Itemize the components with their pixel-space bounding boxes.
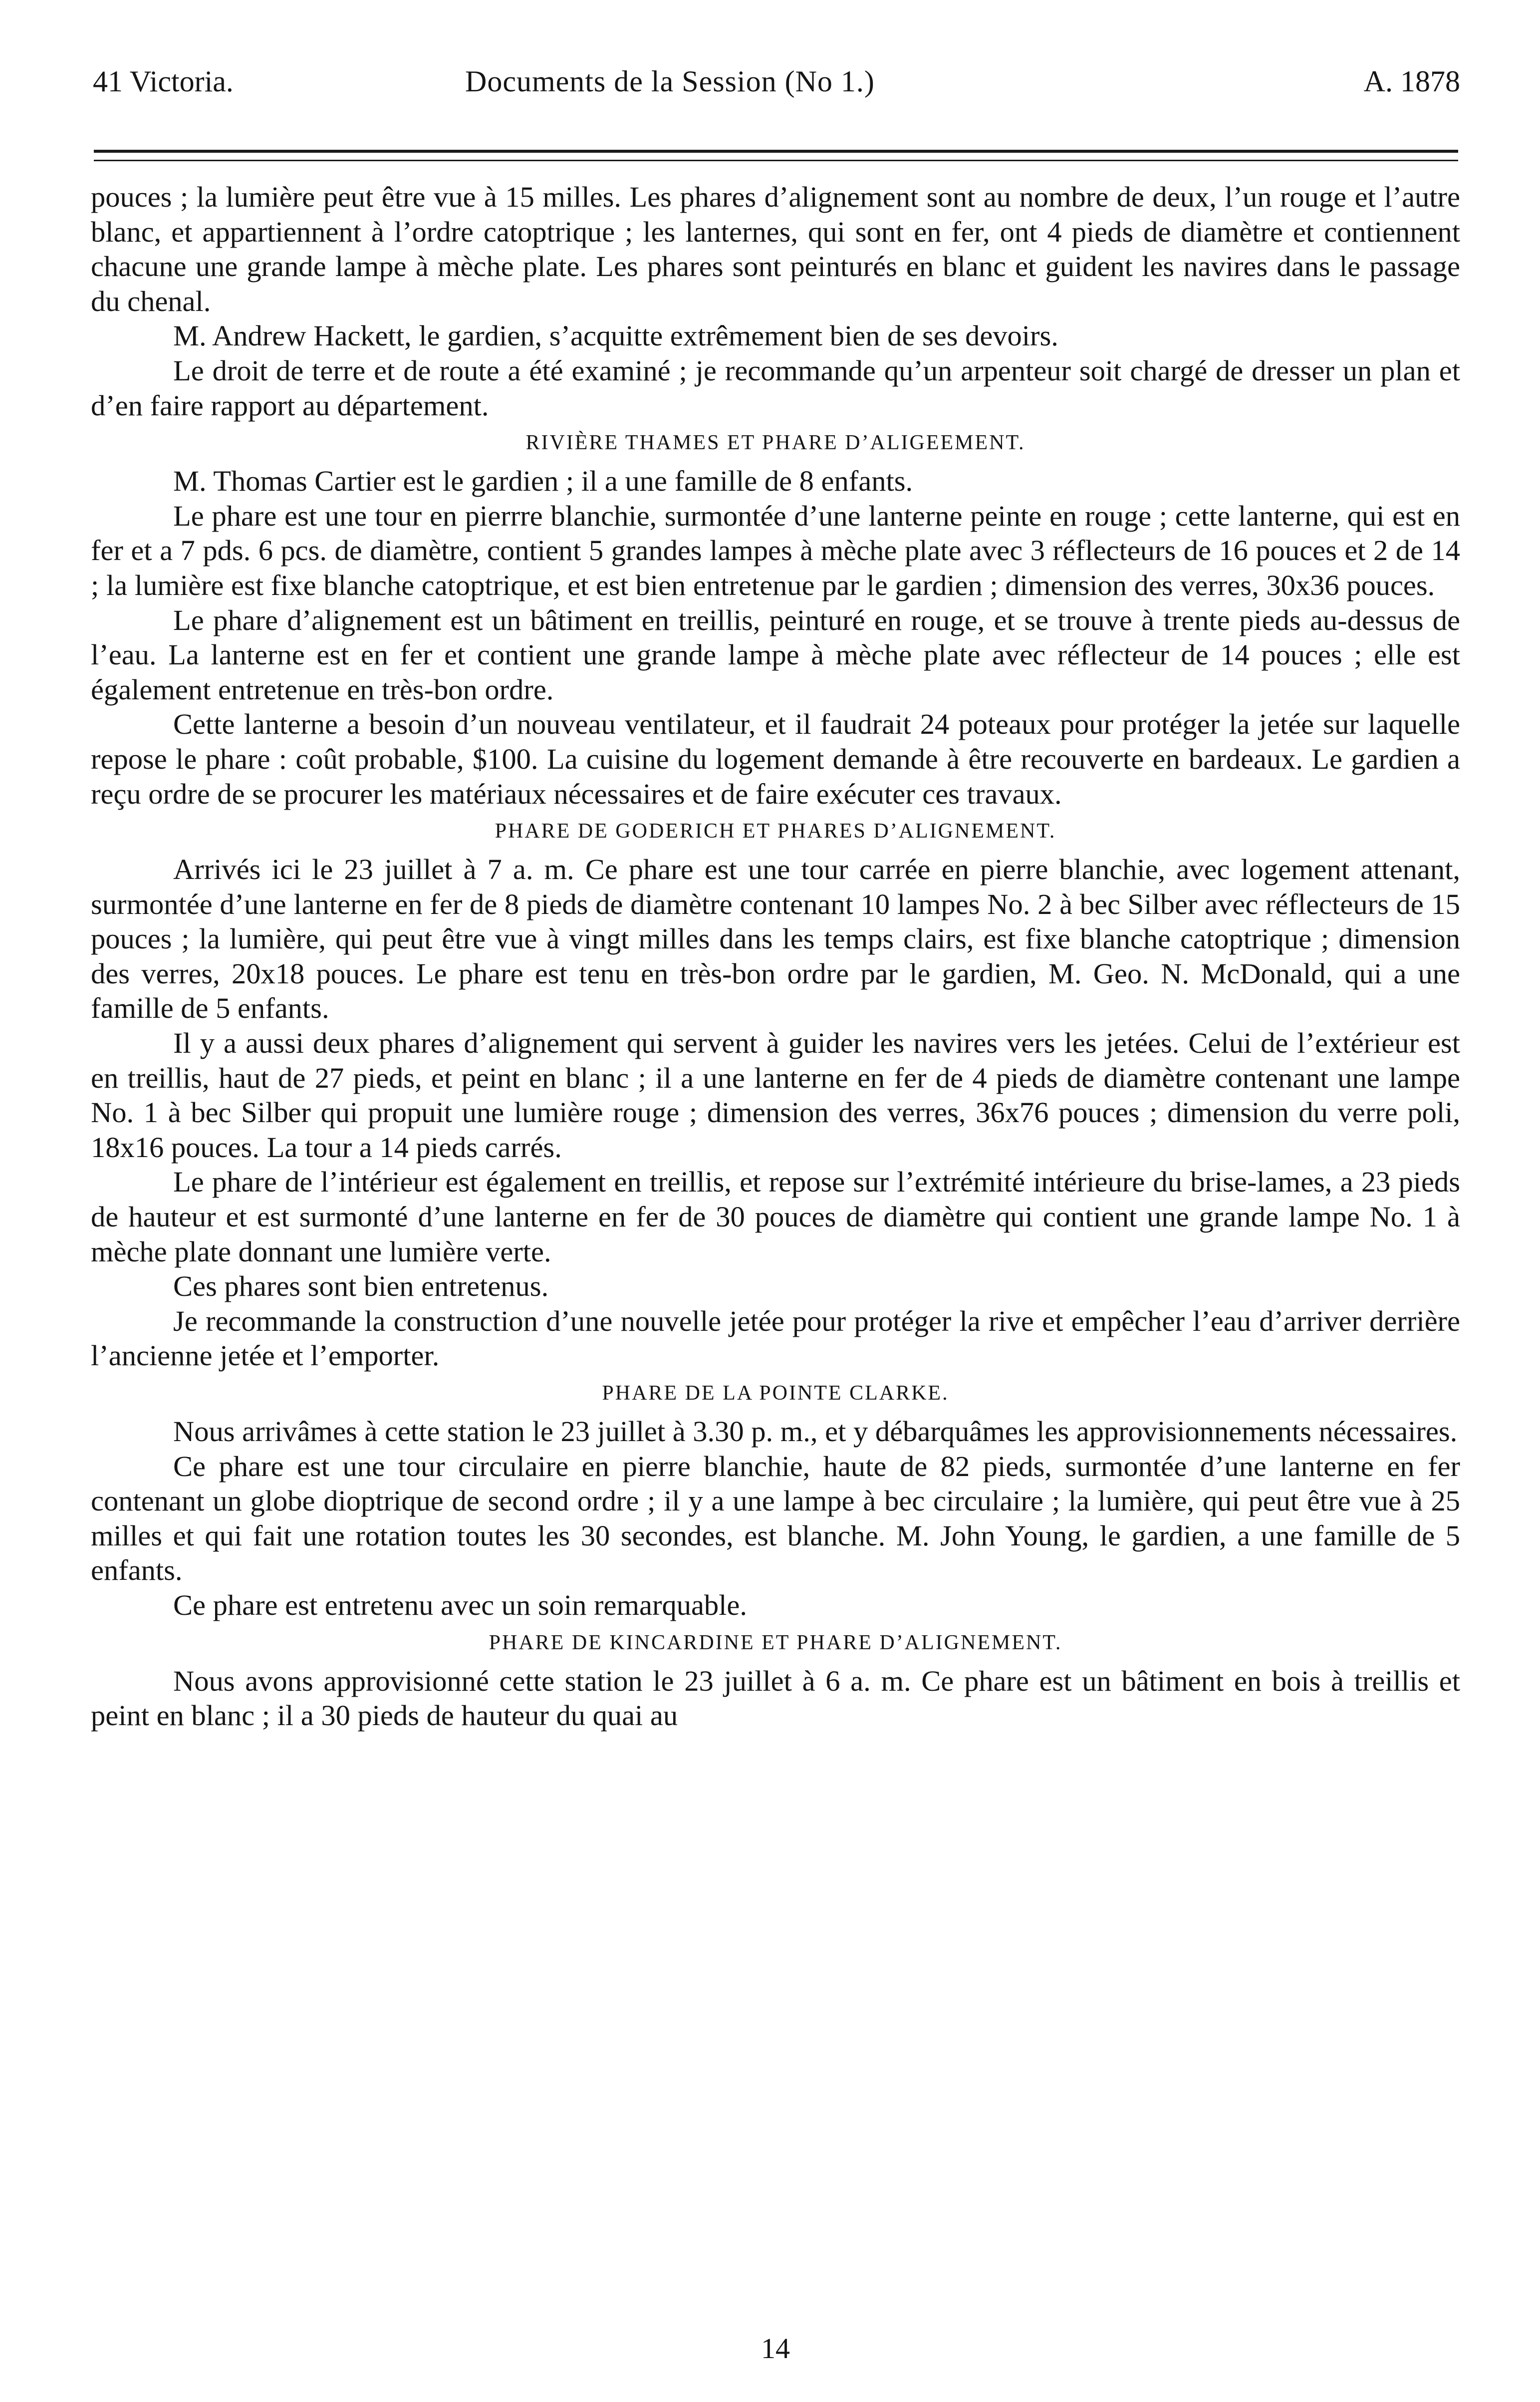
paragraph: Nous avons approvisionné cette station le 23 juillet à 6 a. m. Ce phare est un bâtiment en bois à treillis et peint en blanc ; il a 30 pieds de hauteur du quai au: [91, 1664, 1460, 1732]
header-year: A. 1878: [1363, 65, 1460, 98]
document-body: [91, 180, 1460, 1733]
paragraph: Le droit de terre et de route a été examiné ; je recommande qu’un arpenteur soit chargé de dresser un plan et d’en faire rapport au département.: [91, 354, 1460, 422]
section-heading-thames: RIVIÈRE THAMES ET PHARE D’ALIGEEMENT.: [525, 431, 1026, 455]
paragraph: Il y a aussi deux phares d’alignement qui servent à guider les navires vers les jetées. Celui de l’extérieur est en treillis, haut de 27 pieds, et peint en blanc ; il a une lanterne en fer de 4 pieds de diamètre contenant une lampe No. 1 à bec Silber qui propuit une lumière rouge ; dimension des verres, 36x76 pouces ; dimension du verre poli, 18x16 pouces. La tour a 14 pieds carrés.: [91, 1027, 1460, 1164]
paragraph: Le phare est une tour en pierrre blanchie, surmontée d’une lanterne peinte en rouge ; cette lanterne, qui est en fer et a 7 pds. 6 pcs. de diamètre, contient 5 grandes lampes à mèche plate avec 3 réflecteurs de 16 pouces et 2 de 14 ; la lumière est fixe blanche catoptrique, et est bien entretenue par le gardien ; dimension des verres, 30x36 pouces.: [91, 499, 1460, 601]
paragraph: Ce phare est entretenu avec un soin remarquable.: [173, 1588, 748, 1621]
paragraph: Le phare d’alignement est un bâtiment en treillis, peinturé en rouge, et se trouve à trente pieds au-dessus de l’eau. La lanterne est en fer et contient une grande lampe à mèche plate avec réflecteur de 14 pouces ; elle est également entretenue en très-bon ordre.: [91, 603, 1460, 706]
paragraph: Je recommande la construction d’une nouvelle jetée pour protéger la rive et empêcher l’eau d’arriver derrière l’ancienne jetée et l’emporter.: [91, 1304, 1460, 1372]
document-page: [91, 0, 1460, 2402]
paragraph: Ce phare est une tour circulaire en pierre blanchie, haute de 82 pieds, surmontée d’une lanterne en fer contenant un globe dioptrique de second ordre ; il y a une lampe à bec circulaire ; la lumière, qui peut être vue à 25 milles et qui fait une rotation toutes les 30 secondes, est blanche. M. John Young, le gardien, a une famille de 5 enfants.: [91, 1450, 1460, 1587]
paragraph: Ces phares sont bien entretenus.: [173, 1270, 549, 1303]
section-heading-kincardine: PHARE DE KINCARDINE ET PHARE D’ALIGNEMENT.: [489, 1631, 1062, 1654]
header-rule-thick: [94, 150, 1458, 153]
paragraph: M. Andrew Hackett, le gardien, s’acquitte extrêmement bien de ses devoirs.: [173, 319, 1058, 352]
running-header: [91, 59, 1460, 104]
header-title: Documents de la Session (No 1.): [465, 65, 875, 98]
header-rule-thin: [94, 160, 1458, 161]
paragraph: pouces ; la lumière peut être vue à 15 milles. Les phares d’alignement sont au nombre de deux, l’un rouge et l’autre blanc, et appartiennent à l’ordre catoptrique ; les lanternes, qui sont en fer, ont 4 pieds de diamètre et contiennent chacune une grande lampe à mèche plate. Les phares sont peinturés en blanc et guident les navires dans le passage du chenal.: [91, 181, 1460, 317]
paragraph: M. Thomas Cartier est le gardien ; il a une famille de 8 enfants.: [173, 465, 913, 498]
section-heading-pointe-clarke: PHARE DE LA POINTE CLARKE.: [602, 1382, 949, 1405]
header-volume: 41 Victoria.: [93, 65, 234, 98]
paragraph: Nous arrivâmes à cette station le 23 juillet à 3.30 p. m., et y débarquâmes les approvisionnements nécessaires.: [173, 1415, 1458, 1448]
section-heading-goderich: PHARE DE GODERICH ET PHARES D’ALIGNEMENT.: [495, 820, 1056, 843]
paragraph: Arrivés ici le 23 juillet à 7 a. m. Ce phare est une tour carrée en pierre blanchie, avec logement attenant, surmontée d’une lanterne en fer de 8 pieds de diamètre contenant 10 lampes No. 2 à bec Silber avec réflecteurs de 15 pouces ; la lumière, qui peut être vue à vingt milles dans les temps clairs, est fixe blanche catoptrique ; dimension des verres, 20x18 pouces. Le phare est tenu en très-bon ordre par le gardien, M. Geo. N. McDonald, qui a une famille de 5 enfants.: [91, 853, 1460, 1025]
paragraph: Le phare de l’intérieur est également en treillis, et repose sur l’extrémité intérieure du brise-lames, a 23 pieds de hauteur et est surmonté d’une lanterne en fer de 30 pouces de diamètre qui contient une grande lampe No. 1 à mèche plate donnant une lumière verte.: [91, 1166, 1460, 1268]
page-number: 14: [761, 2332, 790, 2365]
paragraph: Cette lanterne a besoin d’un nouveau ventilateur, et il faudrait 24 poteaux pour protéger la jetée sur laquelle repose le phare : coût probable, $100. La cuisine du logement demande à être recouverte en bardeaux. Le gardien a reçu ordre de se procurer les matériaux nécessaires et de faire exécuter ces travaux.: [91, 708, 1460, 810]
